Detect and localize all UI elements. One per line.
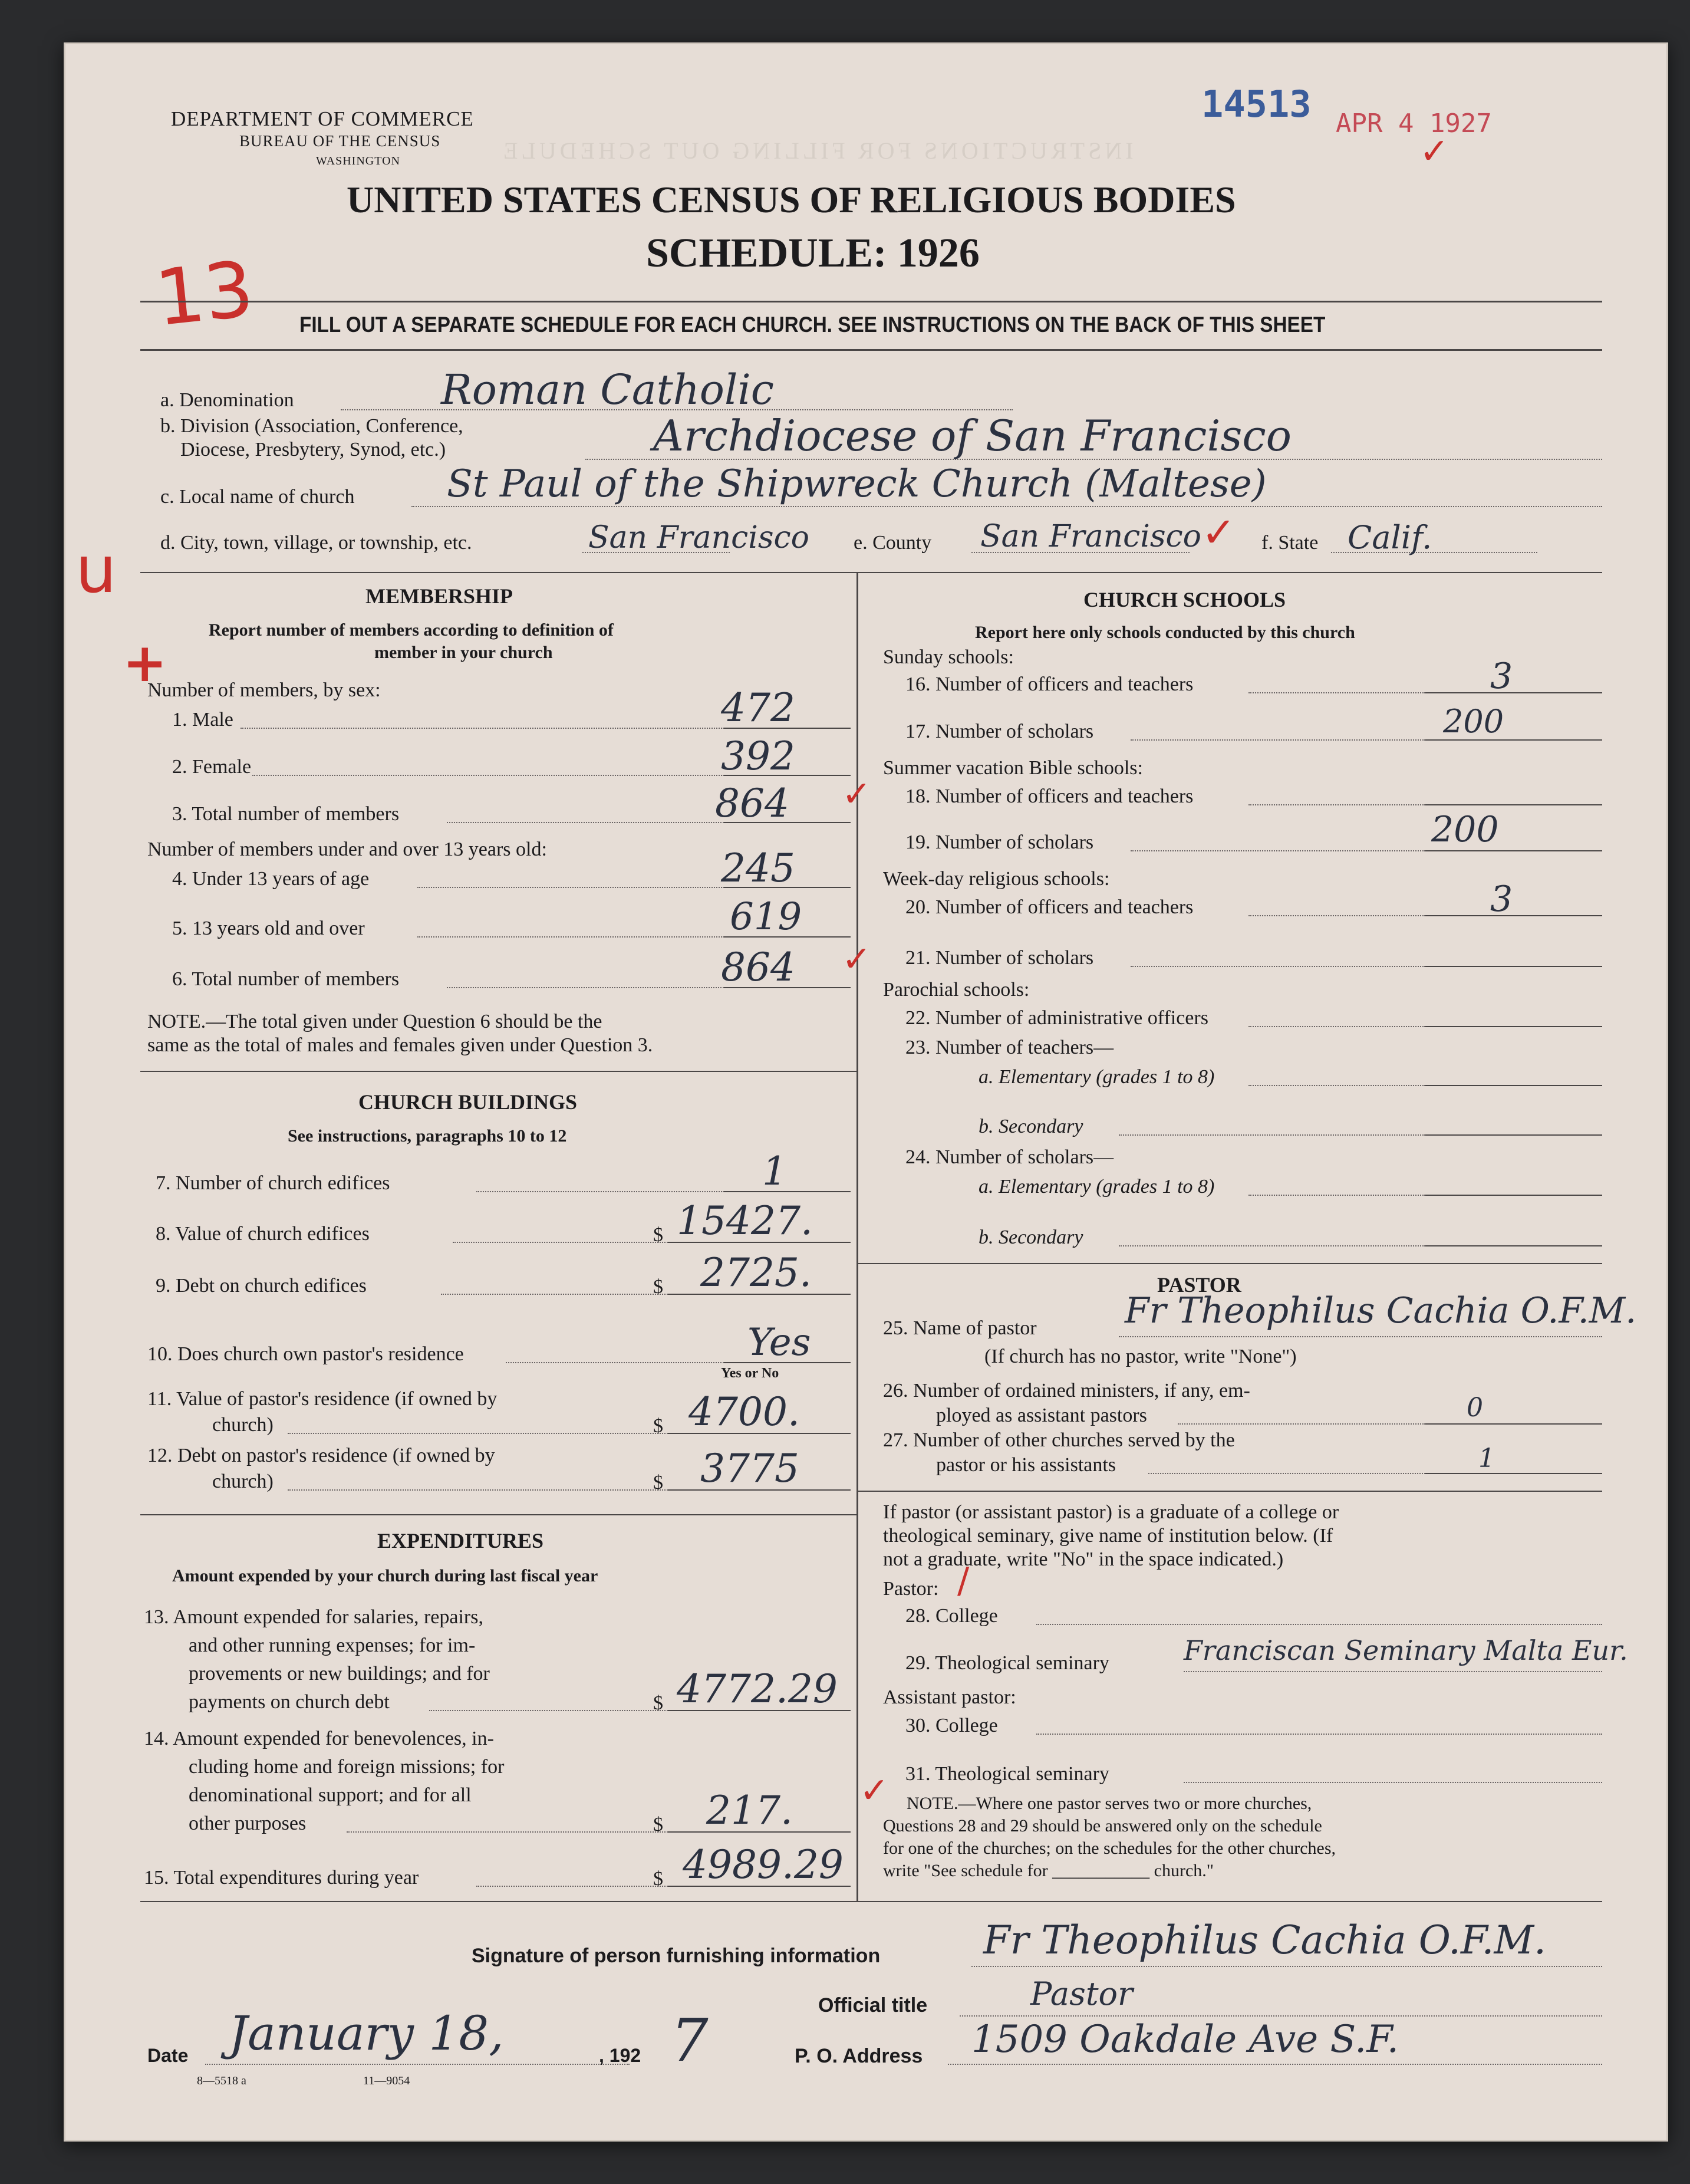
church-schools-header: CHURCH SCHOOLS [1083, 588, 1286, 611]
membership-sub-1: Report number of members according to definition of [209, 620, 614, 640]
dollar-sign: $ [653, 1415, 663, 1437]
signature-label: Signature of person furnishing information [472, 1945, 881, 1967]
dollar-sign: $ [653, 1472, 663, 1494]
total-members-label: 3. Total number of members [172, 803, 400, 825]
running-expenses-label-3: provements or new buildings; and for [189, 1663, 490, 1685]
church-name-label: c. Local name of church [160, 486, 355, 508]
residence-value-label: 11. Value of pastor's residence (if owned by [147, 1388, 498, 1410]
weekday-scholars-label: 21. Number of scholars [905, 947, 1094, 969]
division-value[interactable]: Archdiocese of San Francisco [653, 411, 1292, 461]
red-mark-pastor: / [957, 1560, 970, 1601]
summer-scholars-value[interactable]: 200 [1431, 809, 1499, 850]
expenditures-header: EXPENDITURES [377, 1529, 544, 1553]
scholars-count-label: 24. Number of scholars— [905, 1146, 1114, 1168]
red-check-county: ✓ [1201, 508, 1236, 557]
scholars-secondary-label: b. Secondary [979, 1226, 1083, 1248]
pastor-subheading: Pastor: [883, 1578, 939, 1600]
church-name-value[interactable]: St Paul of the Shipwreck Church (Maltese) [447, 462, 1267, 506]
sunday-scholars-label: 17. Number of scholars [905, 721, 1094, 742]
weekday-schools-label: Week-day religious schools: [883, 868, 1110, 890]
teachers-secondary-label: b. Secondary [979, 1116, 1083, 1137]
pastor-college-label: 28. College [905, 1605, 998, 1627]
benevolences-label-1: 14. Amount expended for benevolences, in- [144, 1728, 494, 1749]
under-over-label: Number of members under and over 13 years old: [147, 838, 547, 860]
benevolences-label-3: denominational support; and for all [189, 1784, 472, 1806]
city-value[interactable]: San Francisco [588, 520, 809, 555]
assistant-seminary-label: 31. Theological seminary [905, 1763, 1109, 1785]
red-check-q3: ✓ [842, 774, 872, 815]
other-churches-label-1: 27. Number of other churches served by the [883, 1429, 1235, 1451]
weekday-teachers-value[interactable]: 3 [1490, 879, 1513, 920]
city-field-label: d. City, town, village, or township, etc. [160, 532, 472, 554]
state-value[interactable]: Calif. [1348, 519, 1432, 556]
official-title-value[interactable]: Pastor [1030, 1975, 1133, 2012]
membership-note-1: NOTE.—The total given under Question 6 should be the [147, 1011, 602, 1032]
division-label: b. Division (Association, Conference, [160, 415, 463, 437]
scholars-elementary-label: a. Elementary (grades 1 to 8) [979, 1176, 1215, 1198]
red-check-mark: ✓ [1419, 131, 1449, 172]
dollar-sign: $ [653, 1224, 663, 1246]
admin-officers-label: 22. Number of administrative officers [905, 1007, 1208, 1029]
red-check-q6: ✓ [842, 939, 872, 980]
denomination-value[interactable]: Roman Catholic [441, 366, 774, 414]
teachers-count-label: 23. Number of teachers— [905, 1037, 1114, 1058]
dollar-sign: $ [653, 1814, 663, 1836]
over-13-label: 5. 13 years old and over [172, 917, 365, 939]
form-number: 8—5518 a [197, 2074, 246, 2087]
year-prefix: , 192 [599, 2045, 641, 2066]
red-check-seminary: ✓ [859, 1770, 890, 1811]
sunday-teachers-label: 16. Number of officers and teachers [905, 673, 1194, 695]
parochial-schools-label: Parochial schools: [883, 979, 1030, 1001]
pastor-note-1: NOTE.—Where one pastor serves two or more churches, [907, 1794, 1312, 1813]
male-label: 1. Male [172, 709, 233, 731]
pastor-seminary-label: 29. Theological seminary [905, 1652, 1109, 1674]
benevolences-label-4: other purposes [189, 1813, 307, 1834]
bureau-label: BUREAU OF THE CENSUS [239, 132, 441, 150]
over-13-count[interactable]: 619 [730, 895, 802, 939]
graduate-instruction-1: If pastor (or assistant pastor) is a graduate of a college or [883, 1501, 1339, 1523]
assistant-ministers-label-1: 26. Number of ordained ministers, if any, em- [883, 1380, 1250, 1402]
edifices-debt[interactable]: 2725. [700, 1250, 812, 1295]
po-address-label: P. O. Address [795, 2045, 923, 2067]
female-count[interactable]: 392 [721, 734, 795, 779]
graduate-instruction-3: not a graduate, write "No" in the space indicated.) [883, 1548, 1284, 1570]
schedule-title: SCHEDULE: 1926 [646, 231, 980, 276]
city-label: WASHINGTON [316, 154, 400, 167]
under-13-label: 4. Under 13 years of age [172, 868, 370, 890]
date-value[interactable]: January 18, [229, 2006, 504, 2061]
residence-value-label-2: church) [212, 1414, 274, 1436]
church-buildings-header: CHURCH BUILDINGS [358, 1090, 578, 1114]
date-received-stamp: APR 4 1927 [1336, 108, 1492, 139]
benevolences-value[interactable]: 217. [706, 1788, 793, 1833]
date-label: Date [147, 2045, 189, 2066]
serial-number-stamp: 14513 [1201, 83, 1312, 126]
print-number: 11—9054 [363, 2074, 410, 2087]
edifices-count-label: 7. Number of church edifices [156, 1172, 390, 1194]
other-churches-value[interactable]: 1 [1478, 1443, 1495, 1473]
assistant-pastor-subheading: Assistant pastor: [883, 1686, 1016, 1708]
census-schedule-page [64, 42, 1668, 2142]
assistant-ministers-value[interactable]: 0 [1467, 1393, 1483, 1423]
female-label: 2. Female [172, 756, 252, 778]
pastor-note-3: for one of the churches; on the schedules for the other churches, [883, 1838, 1336, 1858]
pastor-name-value[interactable]: Fr Theophilus Cachia O.F.M. [1125, 1290, 1637, 1331]
sunday-teachers-value[interactable]: 3 [1490, 656, 1513, 697]
male-count[interactable]: 472 [721, 685, 795, 731]
sunday-schools-label: Sunday schools: [883, 646, 1014, 668]
state-label: f. State [1261, 532, 1319, 554]
dollar-sign: $ [653, 1276, 663, 1298]
total-members-2-count[interactable]: 864 [721, 945, 795, 990]
membership-sub-2: member in your church [374, 643, 553, 662]
edifices-debt-label: 9. Debt on church edifices [156, 1275, 367, 1297]
summer-schools-label: Summer vacation Bible schools: [883, 757, 1143, 779]
total-members-count[interactable]: 864 [715, 781, 789, 826]
pastor-note-4: write "See schedule for ___________ church." [883, 1861, 1214, 1880]
department-label: DEPARTMENT OF COMMERCE [171, 107, 474, 130]
teachers-elementary-label: a. Elementary (grades 1 to 8) [979, 1066, 1215, 1088]
dollar-sign: $ [653, 1868, 663, 1890]
buildings-sub: See instructions, paragraphs 10 to 12 [288, 1126, 567, 1146]
running-expenses-label-2: and other running expenses; for im- [189, 1634, 476, 1656]
expenditures-sub: Amount expended by your church during last fiscal year [172, 1566, 598, 1586]
membership-header: MEMBERSHIP [365, 584, 513, 608]
red-annotation-u: u [75, 532, 117, 607]
pastor-name-label: 25. Name of pastor [883, 1317, 1037, 1339]
pastor-header: PASTOR [1157, 1273, 1241, 1297]
edifices-value-label: 8. Value of church edifices [156, 1223, 370, 1245]
graduate-instruction-2: theological seminary, give name of institution below. (If [883, 1525, 1333, 1547]
total-expenditures-label: 15. Total expenditures during year [144, 1867, 419, 1889]
instruction-banner: FILL OUT A SEPARATE SCHEDULE FOR EACH CHURCH. SEE INSTRUCTIONS ON THE BACK OF THIS SHEET [299, 313, 1326, 337]
edifices-count[interactable]: 1 [762, 1149, 787, 1194]
edifices-value[interactable]: 15427. [677, 1198, 813, 1244]
official-title-label: Official title [818, 1994, 928, 2017]
assistant-college-label: 30. College [905, 1715, 998, 1736]
denomination-label: a. Denomination [160, 389, 294, 411]
signature-value[interactable]: Fr Theophilus Cachia O.F.M. [983, 1917, 1547, 1963]
other-churches-label-2: pastor or his assistants [936, 1454, 1116, 1476]
red-annotation-13: 13 [151, 244, 258, 344]
po-address-value[interactable]: 1509 Oakdale Ave S.F. [971, 2018, 1399, 2061]
year-digit[interactable]: 7 [671, 2006, 709, 2075]
pastor-seminary-value[interactable]: Franciscan Seminary Malta Eur. [1184, 1634, 1628, 1666]
under-13-count[interactable]: 245 [721, 846, 795, 891]
dollar-sign: $ [653, 1692, 663, 1714]
summer-scholars-label: 19. Number of scholars [905, 831, 1094, 853]
residence-debt-label-2: church) [212, 1471, 274, 1492]
sunday-scholars-value[interactable]: 200 [1443, 703, 1504, 740]
county-label: e. County [854, 532, 932, 554]
red-plus-mark: + [123, 632, 167, 694]
weekday-teachers-label: 20. Number of officers and teachers [905, 896, 1194, 918]
total-members-2-label: 6. Total number of members [172, 968, 400, 990]
total-expenditures-value[interactable]: 4989.29 [683, 1842, 844, 1887]
bleed-through-text: INSTRUCTIONS FOR FILLING OUT SCHEDULE [500, 137, 1134, 164]
membership-note-2: same as the total of males and females given under Question 3. [147, 1034, 653, 1056]
owns-residence-label: 10. Does church own pastor's residence [147, 1343, 464, 1365]
running-expenses-value[interactable]: 4772.29 [677, 1666, 838, 1712]
yes-no-hint: Yes or No [721, 1366, 779, 1381]
by-sex-label: Number of members, by sex: [147, 679, 381, 701]
running-expenses-label-4: payments on church debt [189, 1691, 390, 1713]
page-title: UNITED STATES CENSUS OF RELIGIOUS BODIES [347, 179, 1236, 221]
residence-value[interactable]: 4700. [688, 1389, 800, 1435]
owns-residence-value[interactable]: Yes [747, 1321, 811, 1364]
county-value[interactable]: San Francisco [980, 519, 1201, 554]
benevolences-label-2: cluding home and foreign missions; for [189, 1756, 505, 1778]
residence-debt[interactable]: 3775 [700, 1446, 799, 1491]
schools-sub: Report here only schools conducted by this church [975, 623, 1355, 642]
summer-teachers-label: 18. Number of officers and teachers [905, 785, 1194, 807]
assistant-ministers-label-2: ployed as assistant pastors [936, 1405, 1147, 1426]
pastor-note-2: Questions 28 and 29 should be answered only on the schedule [883, 1816, 1322, 1836]
running-expenses-label-1: 13. Amount expended for salaries, repairs, [144, 1606, 483, 1628]
pastor-none-hint: (If church has no pastor, write "None") [984, 1346, 1297, 1367]
division-label-2: Diocese, Presbytery, Synod, etc.) [180, 439, 446, 461]
residence-debt-label: 12. Debt on pastor's residence (if owned by [147, 1445, 495, 1466]
